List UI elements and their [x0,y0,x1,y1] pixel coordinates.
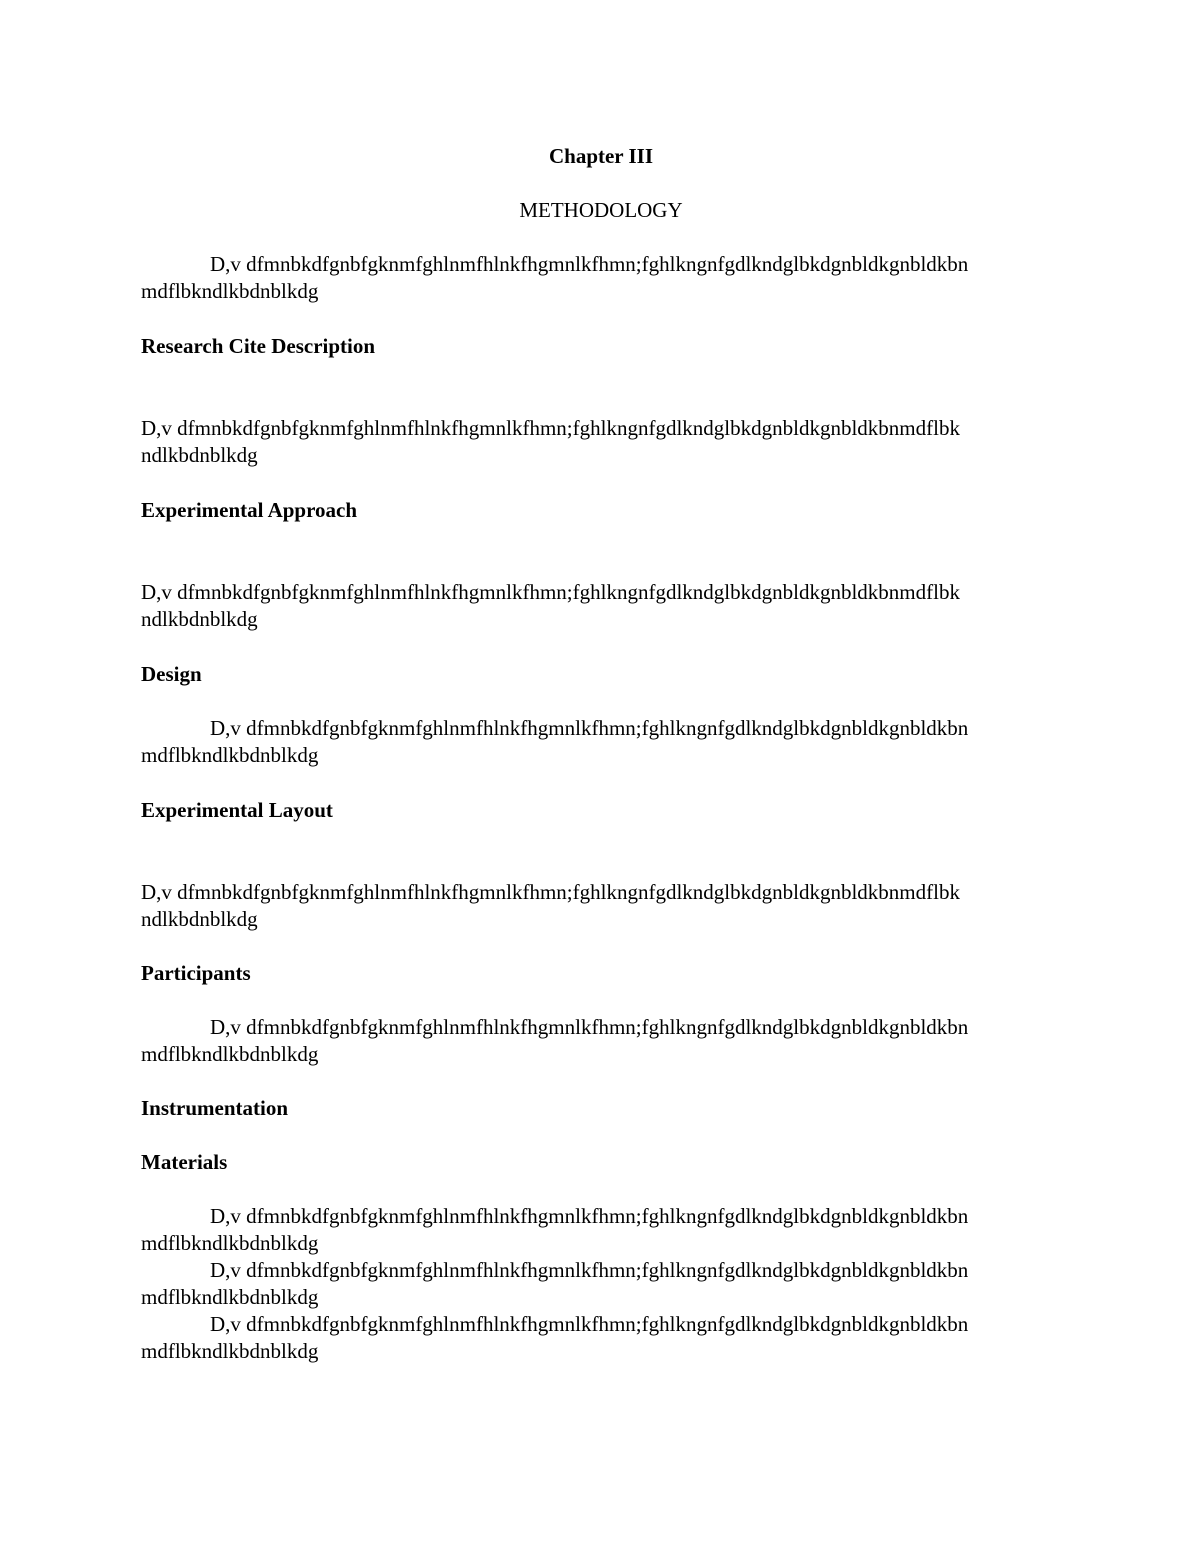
paragraph-line: D,v dfmnbkdfgnbfgknmfghlnmfhlnkfhgmnlkfhmn;fghlkngnfgdlkndglbkdgnbldkgnbldkbnmdflbk [141,580,960,604]
participants-paragraph [141,1014,1061,1068]
paragraph-line: mdflbkndlkbdnblkdg [141,1042,319,1066]
paragraph-line: D,v dfmnbkdfgnbfgknmfghlnmfhlnkfhgmnlkfhmn;fghlkngnfgdlkndglbkdgnbldkgnbldkbn [210,1015,969,1039]
paragraph-line: mdflbkndlkbdnblkdg [141,279,319,303]
paragraph-line: D,v dfmnbkdfgnbfgknmfghlnmfhlnkfhgmnlkfhmn;fghlkngnfgdlkndglbkdgnbldkgnbldkbn [210,1204,969,1228]
paragraph-line: D,v dfmnbkdfgnbfgknmfghlnmfhlnkfhgmnlkfhmn;fghlkngnfgdlkndglbkdgnbldkgnbldkbn [210,252,969,276]
heading-instrumentation: Instrumentation [141,1096,289,1120]
chapter-title: Chapter III [548,144,654,168]
paragraph-line: ndlkbdnblkdg [141,443,258,467]
section-title: METHODOLOGY [519,198,683,222]
heading-materials: Materials [141,1150,228,1174]
paragraph-line: D,v dfmnbkdfgnbfgknmfghlnmfhlnkfhgmnlkfhmn;fghlkngnfgdlkndglbkdgnbldkgnbldkbn [210,1258,969,1282]
experimental-approach-paragraph [141,579,1061,633]
heading-participants: Participants [141,961,251,985]
design-paragraph [141,715,1061,769]
experimental-layout-paragraph [141,879,1061,933]
paragraph-line: ndlkbdnblkdg [141,907,258,931]
heading-design: Design [141,662,202,686]
paragraph-line: D,v dfmnbkdfgnbfgknmfghlnmfhlnkfhgmnlkfhmn;fghlkngnfgdlkndglbkdgnbldkgnbldkbnmdflbk [141,416,960,440]
paragraph-line: D,v dfmnbkdfgnbfgknmfghlnmfhlnkfhgmnlkfhmn;fghlkngnfgdlkndglbkdgnbldkgnbldkbnmdflbk [141,880,960,904]
paragraph-line: mdflbkndlkbdnblkdg [141,1231,319,1255]
paragraph-line: D,v dfmnbkdfgnbfgknmfghlnmfhlnkfhgmnlkfhmn;fghlkngnfgdlkndglbkdgnbldkgnbldkbn [210,1312,969,1336]
materials-paragraphs [141,1203,1061,1365]
paragraph-line: D,v dfmnbkdfgnbfgknmfghlnmfhlnkfhgmnlkfhmn;fghlkngnfgdlkndglbkdgnbldkgnbldkbn [210,716,969,740]
heading-research-cite-description: Research Cite Description [141,334,376,358]
paragraph-line: mdflbkndlkbdnblkdg [141,743,319,767]
paragraph-line: mdflbkndlkbdnblkdg [141,1285,319,1309]
paragraph-line: mdflbkndlkbdnblkdg [141,1339,319,1363]
heading-experimental-layout: Experimental Layout [141,798,333,822]
paragraph-line: ndlkbdnblkdg [141,607,258,631]
intro-paragraph [141,251,1061,305]
research-cite-paragraph [141,415,1061,469]
heading-experimental-approach: Experimental Approach [141,498,358,522]
